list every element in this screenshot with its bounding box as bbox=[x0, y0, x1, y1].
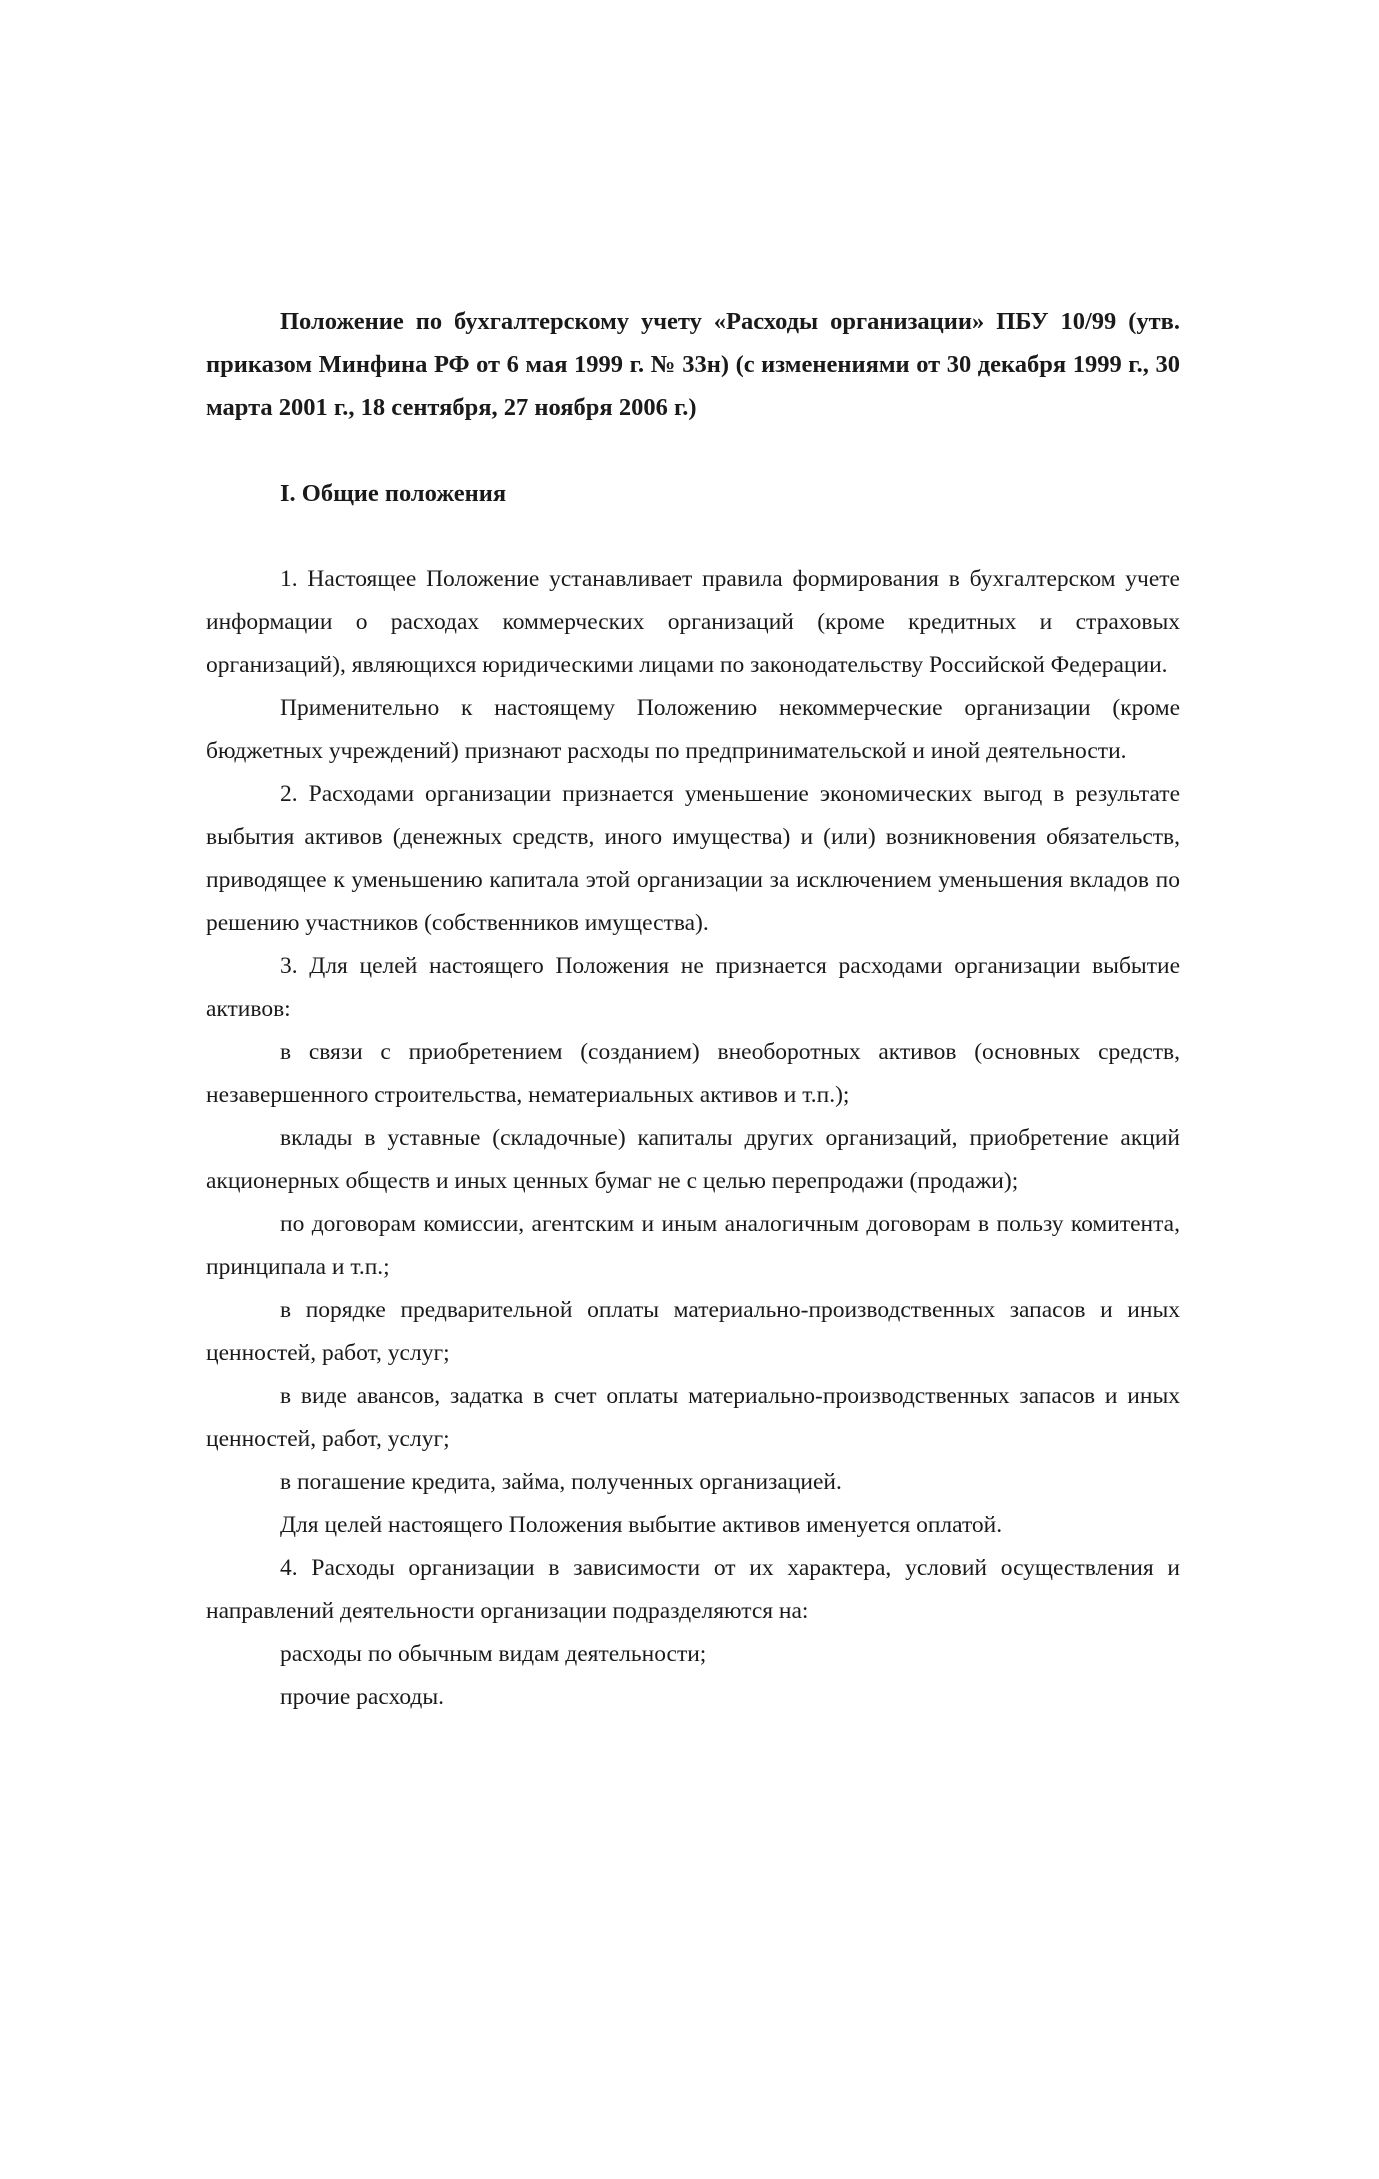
paragraph: в порядке предварительной оплаты материально-производственных запасов и иных ценностей, работ, услуг; bbox=[206, 1297, 1180, 1366]
paragraph: вклады в уставные (складочные) капиталы других организаций, приобретение акций акционерных обществ и иных ценных бумаг не с целью перепродажи (продажи); bbox=[206, 1125, 1180, 1194]
paragraph: расходы по обычным видам деятельности; bbox=[280, 1641, 707, 1667]
document-page bbox=[206, 300, 1180, 1719]
paragraph: прочие расходы. bbox=[280, 1684, 445, 1710]
paragraph: в погашение кредита, займа, полученных организацией. bbox=[280, 1469, 842, 1495]
paragraph: 1. Настоящее Положение устанавливает правила формирования в бухгалтерском учете информации о расходах коммерческих организаций (кроме кредитных и страховых организаций), являющихся юридическими лицами по законодательству Российской Федерации. bbox=[206, 566, 1180, 678]
section-heading: I. Общие положения bbox=[280, 480, 507, 507]
paragraph: 4. Расходы организации в зависимости от их характера, условий осуществления и направлений деятельности организации подразделяются на: bbox=[206, 1555, 1180, 1624]
paragraph: Применительно к настоящему Положению некоммерческие организации (кроме бюджетных учреждений) признают расходы по предпринимательской и иной деятельности. bbox=[206, 695, 1180, 764]
paragraph: в связи с приобретением (созданием) внеоборотных активов (основных средств, незавершенного строительства, нематериальных активов и т.п.); bbox=[206, 1039, 1180, 1108]
paragraph: 2. Расходами организации признается уменьшение экономических выгод в результате выбытия активов (денежных средств, иного имущества) и (или) возникновения обязательств, приводящее к уменьшению капитала этой организации за исключением уменьшения вкладов по решению участников (собственников имущества). bbox=[206, 781, 1180, 936]
paragraph: по договорам комиссии, агентским и иным аналогичным договорам в пользу комитента, принципала и т.п.; bbox=[206, 1211, 1180, 1280]
paragraph: 3. Для целей настоящего Положения не признается расходами организации выбытие активов: bbox=[206, 953, 1180, 1022]
paragraph: в виде авансов, задатка в счет оплаты материально-производственных запасов и иных ценностей, работ, услуг; bbox=[206, 1383, 1180, 1452]
document-title: Положение по бухгалтерскому учету «Расходы организации» ПБУ 10/99 (утв. приказом Минфина РФ от 6 мая 1999 г. № 33н) (с изменениями от 30 декабря 1999 г., 30 марта 2001 г., 18 сентября, 27 ноября 2006 г.) bbox=[206, 308, 1180, 421]
paragraph: Для целей настоящего Положения выбытие активов именуется оплатой. bbox=[280, 1512, 1003, 1538]
